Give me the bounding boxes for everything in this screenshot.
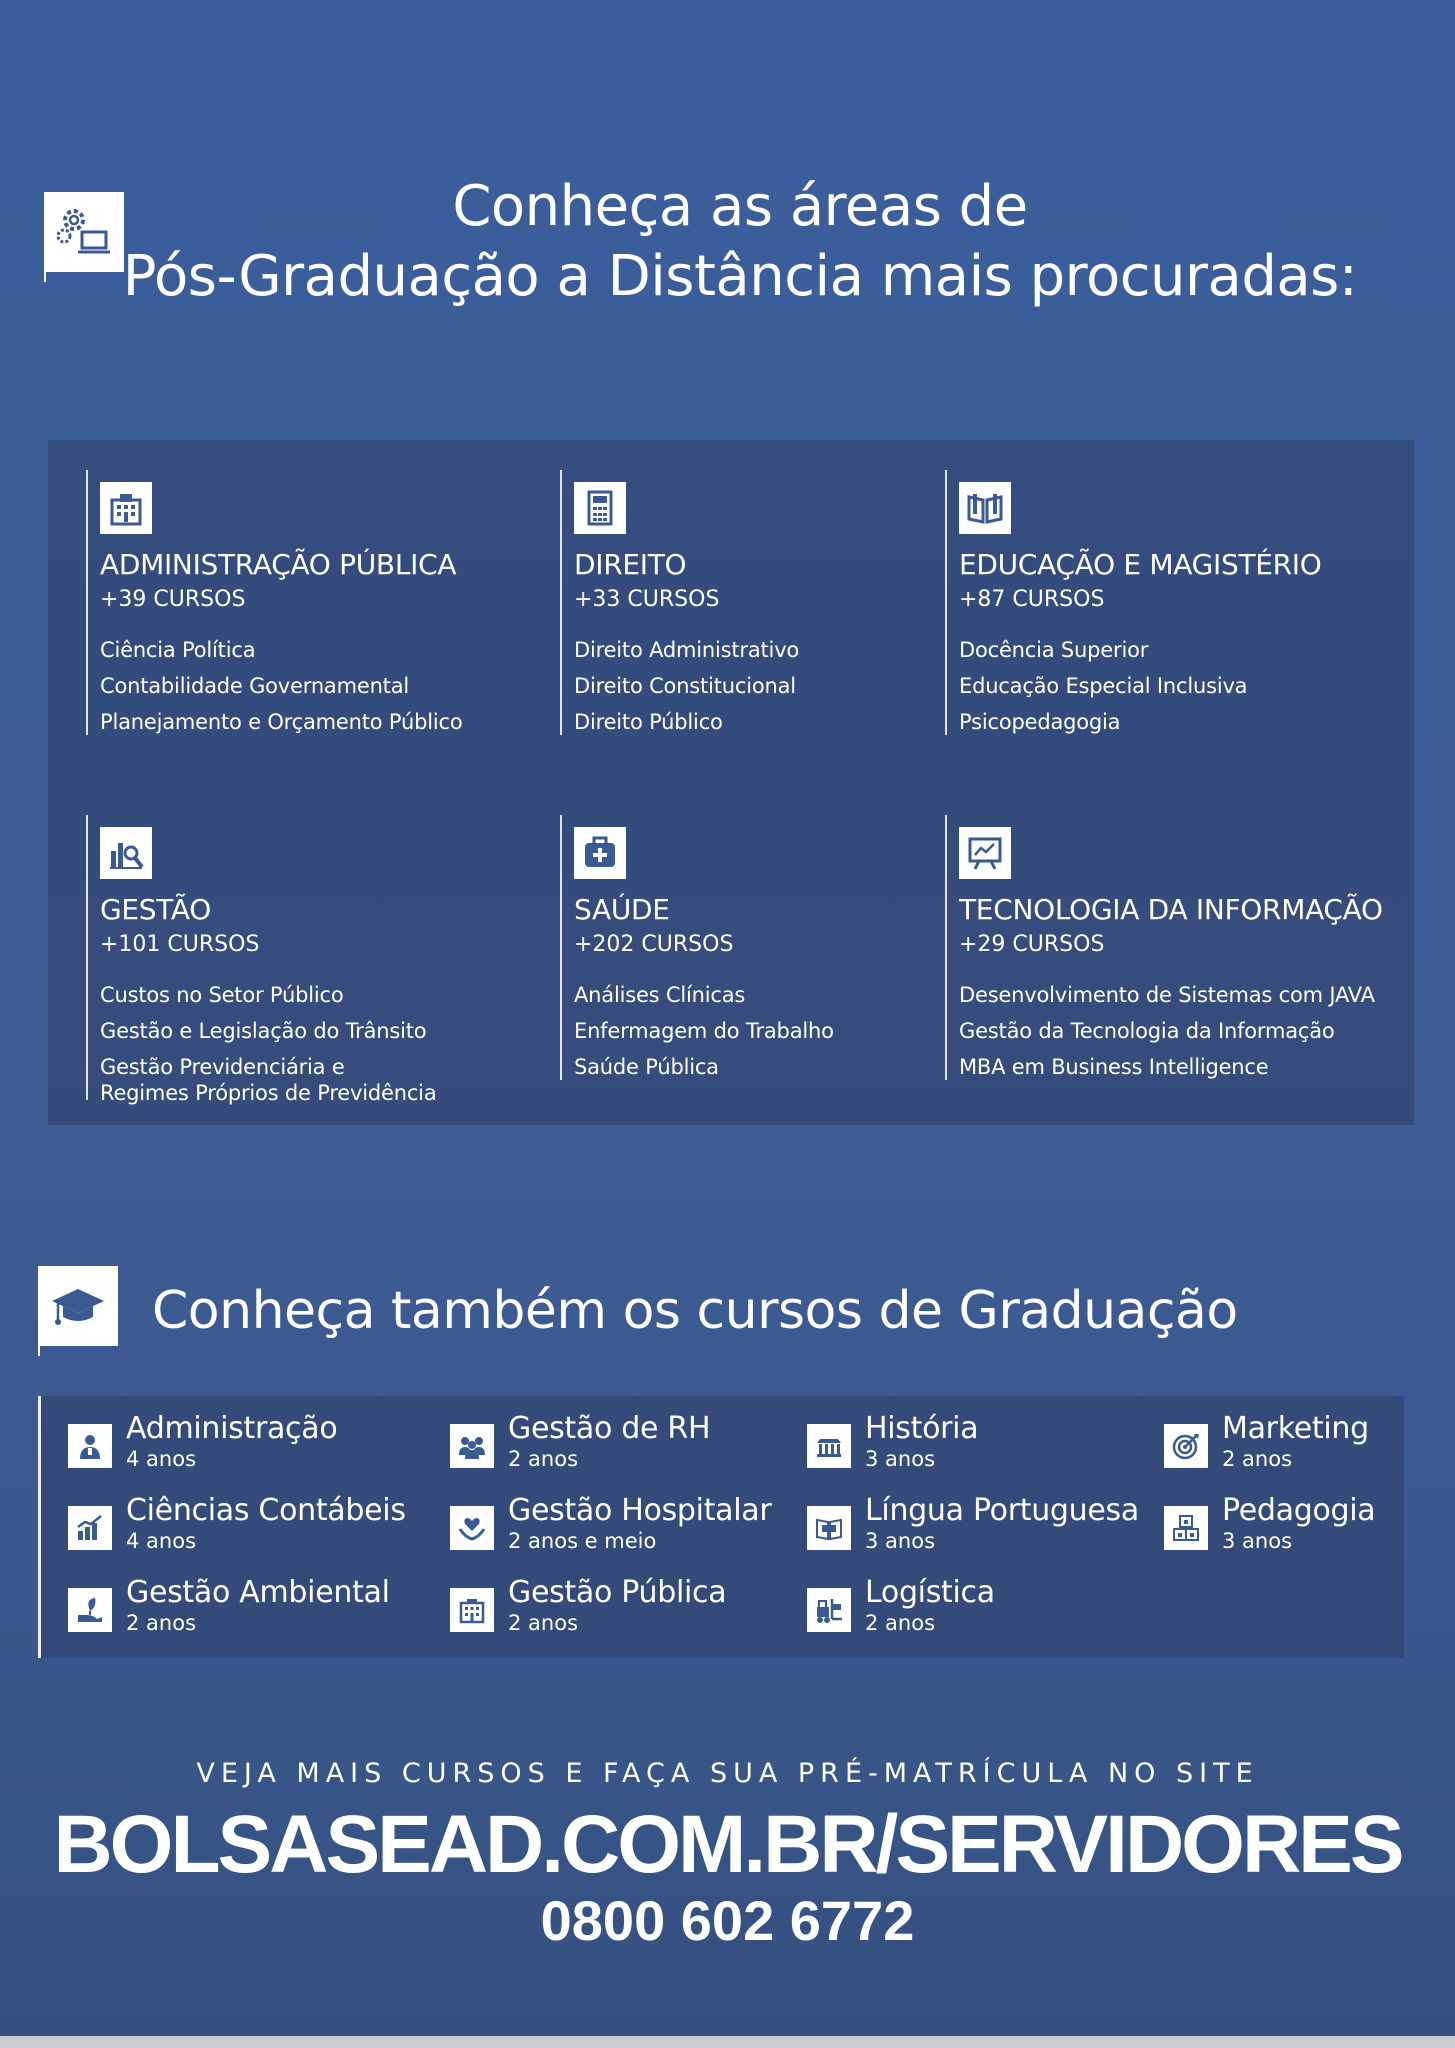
course-duration: 4 anos (126, 1447, 197, 1471)
area-title: EDUCAÇÃO E MAGISTÉRIO (959, 548, 1322, 581)
course-duration: 2 anos (508, 1611, 579, 1635)
area-course-list (574, 977, 924, 1085)
heart-hand-icon (450, 1506, 494, 1550)
list-item[interactable]: Psicopedagogia (959, 710, 1121, 734)
area-count: +202 CURSOS (574, 932, 734, 957)
book-icon (959, 482, 1011, 534)
area-tecnologia-informacao[interactable] (945, 815, 1399, 1080)
list-item[interactable]: Direito Constitucional (574, 674, 796, 698)
course-gestao-publica[interactable] (450, 1574, 790, 1644)
list-item[interactable]: Análises Clínicas (574, 983, 746, 1007)
cta-text: VEJA MAIS CURSOS E FAÇA SUA PRÉ-MATRÍCULA NO SITE (196, 1758, 1259, 1789)
course-duration: 3 anos (865, 1529, 936, 1553)
grad-icon-rule (38, 1346, 40, 1356)
calculator-icon (574, 482, 626, 534)
area-title: ADMINISTRAÇÃO PÚBLICA (100, 548, 457, 581)
area-count: +87 CURSOS (959, 587, 1105, 612)
area-title: GESTÃO (100, 893, 211, 926)
course-name: Marketing (1222, 1411, 1369, 1446)
list-item[interactable]: Contabilidade Governamental (100, 674, 410, 698)
course-name: Gestão Hospitalar (508, 1493, 772, 1528)
people-icon (450, 1424, 494, 1468)
area-count: +39 CURSOS (100, 587, 246, 612)
book-abc-icon (807, 1506, 851, 1550)
list-item-line-2: Regimes Próprios de Previdência (100, 1081, 437, 1105)
forklift-icon (807, 1588, 851, 1632)
area-count: +101 CURSOS (100, 932, 260, 957)
presentation-board-icon (959, 827, 1011, 879)
course-ciencias-contabeis[interactable] (68, 1492, 428, 1562)
course-marketing[interactable] (1164, 1410, 1394, 1480)
course-name: Gestão Pública (508, 1575, 727, 1610)
area-saude[interactable] (560, 815, 924, 1080)
list-item[interactable] (100, 1049, 530, 1106)
building-icon (450, 1588, 494, 1632)
area-title: TECNOLOGIA DA INFORMAÇÃO (959, 893, 1383, 926)
list-item[interactable]: Direito Público (574, 710, 723, 734)
course-lingua-portuguesa[interactable] (807, 1492, 1147, 1562)
area-course-list (959, 977, 1399, 1085)
area-course-list (959, 632, 1399, 740)
area-course-list (574, 632, 924, 740)
cta-site-link[interactable]: BOLSASEAD.COM.BR/SERVIDORES (53, 1799, 1402, 1890)
course-duration: 2 anos (508, 1447, 579, 1471)
list-item[interactable]: Educação Especial Inclusiva (959, 674, 1248, 698)
course-name: História (865, 1411, 979, 1446)
header-icon-rule (44, 272, 46, 282)
area-administracao-publica[interactable] (86, 470, 530, 735)
course-name: Pedagogia (1222, 1493, 1376, 1528)
course-gestao-rh[interactable] (450, 1410, 790, 1480)
course-name: Administração (126, 1411, 338, 1446)
graduation-cap-icon (38, 1266, 118, 1346)
page-bottom-edge (0, 2036, 1455, 2048)
list-item-line-1: Gestão Previdenciária e (100, 1055, 345, 1079)
area-count: +33 CURSOS (574, 587, 720, 612)
course-duration: 2 anos e meio (508, 1529, 657, 1553)
list-item[interactable]: Enfermagem do Trabalho (574, 1019, 834, 1043)
course-duration: 3 anos (1222, 1529, 1293, 1553)
graduacao-title: Conheça também os cursos de Graduação (152, 1281, 1238, 1341)
target-icon (1164, 1424, 1208, 1468)
abc-blocks-icon (1164, 1506, 1208, 1550)
list-item[interactable]: MBA em Business Intelligence (959, 1055, 1269, 1079)
person-icon (68, 1424, 112, 1468)
course-name: Ciências Contábeis (126, 1493, 406, 1528)
list-item[interactable]: Gestão da Tecnologia da Informação (959, 1019, 1335, 1043)
area-course-list (100, 977, 530, 1106)
growth-chart-icon (68, 1506, 112, 1550)
course-gestao-hospitalar[interactable] (450, 1492, 790, 1562)
page-title-line-1: Conheça as áreas de (452, 174, 1028, 239)
list-item[interactable]: Desenvolvimento de Sistemas com JAVA (959, 983, 1375, 1007)
plant-hand-icon (68, 1588, 112, 1632)
course-pedagogia[interactable] (1164, 1492, 1394, 1562)
course-historia[interactable] (807, 1410, 1147, 1480)
course-duration: 3 anos (865, 1447, 936, 1471)
cta-phone-number[interactable]: 0800 602 6772 (540, 1889, 915, 1952)
course-administracao[interactable] (68, 1410, 428, 1480)
course-duration: 4 anos (126, 1529, 197, 1553)
list-item[interactable]: Gestão e Legislação do Trânsito (100, 1019, 427, 1043)
list-item[interactable]: Direito Administrativo (574, 638, 800, 662)
building-icon (100, 482, 152, 534)
list-item[interactable]: Planejamento e Orçamento Público (100, 710, 463, 734)
gears-laptop-icon (44, 192, 124, 272)
chart-magnifier-icon (100, 827, 152, 879)
list-item[interactable]: Custos no Setor Público (100, 983, 344, 1007)
area-gestao[interactable] (86, 815, 530, 1105)
area-count: +29 CURSOS (959, 932, 1105, 957)
list-item[interactable]: Saúde Pública (574, 1055, 719, 1079)
medical-kit-icon (574, 827, 626, 879)
area-course-list (100, 632, 530, 740)
course-duration: 2 anos (126, 1611, 197, 1635)
course-name: Gestão de RH (508, 1411, 711, 1446)
page-title (120, 172, 1360, 312)
area-educacao-magisterio[interactable] (945, 470, 1399, 735)
course-name: Logística (865, 1575, 995, 1610)
list-item[interactable]: Ciência Política (100, 638, 256, 662)
course-logistica[interactable] (807, 1574, 1147, 1644)
area-title: SAÚDE (574, 893, 670, 926)
monument-icon (807, 1424, 851, 1468)
course-duration: 2 anos (1222, 1447, 1293, 1471)
course-name: Gestão Ambiental (126, 1575, 390, 1610)
course-gestao-ambiental[interactable] (68, 1574, 428, 1644)
area-title: DIREITO (574, 548, 687, 581)
course-name: Língua Portuguesa (865, 1493, 1139, 1528)
course-duration: 2 anos (865, 1611, 936, 1635)
area-direito[interactable] (560, 470, 924, 735)
page-title-line-2: Pós-Graduação a Distância mais procuradas: (122, 244, 1358, 309)
list-item[interactable]: Docência Superior (959, 638, 1149, 662)
